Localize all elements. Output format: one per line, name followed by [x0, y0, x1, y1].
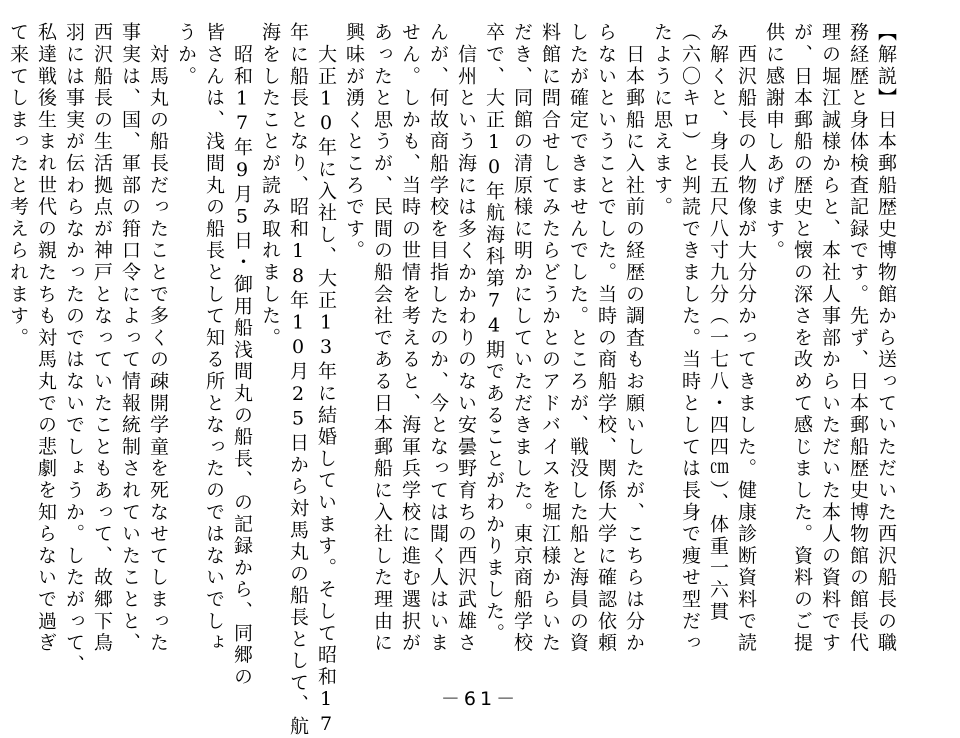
text-line: 私達戦後生まれ世代の親たちも対馬丸での悲劇を知らないで過ぎ: [35, 22, 57, 655]
text-line: 卒で、大正10年航海科第74期であることがわかりました。: [483, 22, 505, 645]
text-line: 料館に問合せしてみたらどうかとのアドバイスを堀江様からいた: [539, 22, 561, 655]
text-line: らないということでした。当時の商船学校、関係大学に確認依頼: [595, 22, 617, 655]
text-line: せん。しかも、当時の世情を考えると、海軍兵学校に進む選択が: [399, 22, 421, 655]
text-line: だき、同館の清原様に明かにしていただきました。東京商船学校: [511, 22, 533, 655]
text-line: んが、何故商船学校を目指したのか、今となっては聞く人はいま: [427, 22, 449, 655]
text-line: て来てしまったと考えられます。: [7, 22, 29, 349]
text-line: （六〇キロ）と判読できました。当時としては長身で痩せ型だっ: [679, 22, 701, 655]
text-line: 供に感謝申しあげます。: [763, 22, 785, 262]
text-line: が、日本郵船の歴史と懐の深さを改めて感じました。資料のご提: [791, 22, 813, 655]
text-line: したが確定できませんでした。ところが、戦没した船と海員の資: [567, 22, 589, 655]
text-line: あったと思うが、民間の船会社である日本郵船に入社した理由に: [371, 22, 393, 655]
page-number: －61－: [440, 688, 520, 710]
text-line: み解くと、身長五尺八寸九分（一七八・四四㎝）、体重一六貫: [707, 22, 729, 623]
text-line: たように思えます。: [651, 22, 673, 219]
text-line: 西沢船長の人物像が大分分かってきました。健康診断資料で読: [735, 22, 757, 655]
text-line: 理の堀江誠様からと、本社人事部からいただいた本人の資料です: [819, 22, 841, 655]
text-line: 西沢船長の生活拠点が神戸となっていたこともあって、故郷下鳥: [91, 22, 113, 655]
text-line: 興味が湧くところです。: [343, 22, 365, 262]
text-line: うか。: [175, 22, 197, 88]
text-line: 【解説】日本郵船歴史博物館から送っていただいた西沢船長の職: [875, 22, 897, 655]
text-line: 事実は、国、軍部の箝口令によって情報統制されていたことと、: [119, 22, 141, 655]
text-line: 羽には事実が伝わらなかったのではないでしょうか。したがって、: [63, 22, 85, 676]
text-line: 昭和17年9月5日・御用船浅間丸の船長、の記録から、同郷の: [231, 22, 253, 688]
text-line: 信州という海には多くかかわりのない安曇野育ちの西沢武雄さ: [455, 22, 477, 655]
text-line: 年に船長となり、昭和18年10月25日から対馬丸の船長として、航: [287, 22, 309, 738]
text-line: 大正10年に入社し、大正13年に結婚しています。そして昭和17: [315, 22, 337, 738]
text-line: 対馬丸の船長だったことで多くの疎開学童を死なせてしまった: [147, 22, 169, 655]
text-line: 務経歴と身体検査記録です。先ず、日本郵船歴史博物館の館長代: [847, 22, 869, 655]
text-line: 皆さんは、浅間丸の船長として知る所となったのではないでしょ: [203, 22, 225, 655]
text-line: 海をしたことが読み取れました。: [259, 22, 281, 349]
text-line: 日本郵船に入社前の経歴の調査もお願いしたが、こちらは分か: [623, 22, 645, 655]
